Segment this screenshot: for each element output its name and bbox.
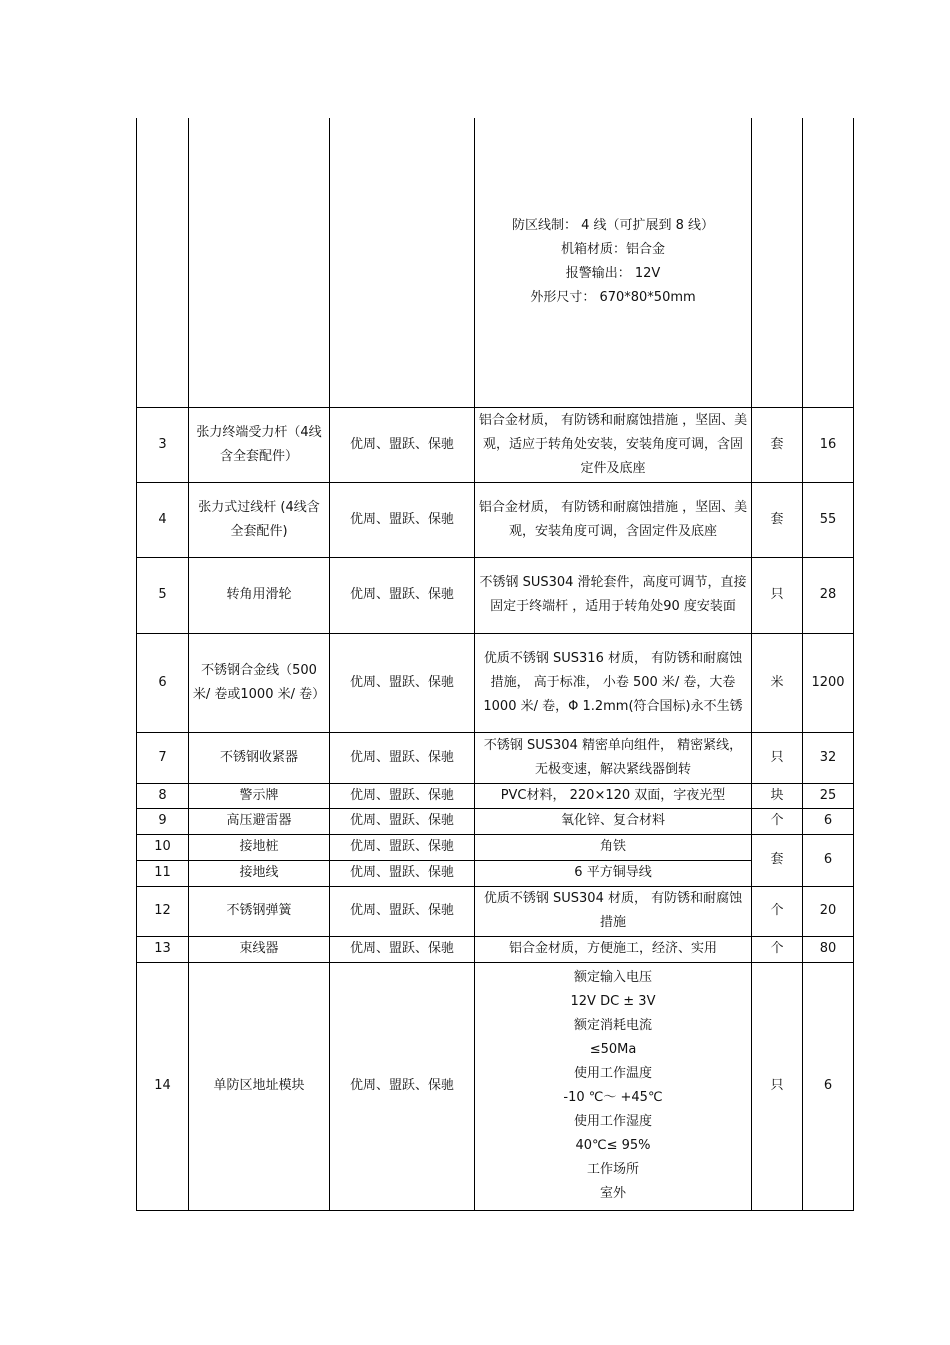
cell-unit — [752, 118, 803, 407]
spec-line: 报警输出： 12V — [565, 266, 661, 282]
cell-name: 不锈钢收紧器 — [189, 732, 330, 783]
cell-no: 14 — [137, 962, 189, 1210]
cell-name: 张力式过线杆 (4线含全套配件) — [189, 482, 330, 557]
cell-no — [137, 118, 189, 407]
table-row-continued — [137, 118, 854, 407]
cell-unit: 只 — [752, 557, 803, 633]
table-row — [137, 860, 854, 886]
cell-brand: 优周、盟跃、保驰 — [330, 407, 475, 482]
table-row — [137, 962, 854, 1210]
cell-spec: 不锈钢 SUS304 精密单向组件， 精密紧线，无极变速，解决紧线器倒转 — [475, 732, 752, 783]
spec-line: 外形尺寸： 670*80*50mm — [530, 290, 696, 306]
cell-brand: 优周、盟跃、保驰 — [330, 886, 475, 936]
cell-brand: 优周、盟跃、保驰 — [330, 834, 475, 860]
cell-unit: 米 — [752, 633, 803, 732]
cell-unit: 个 — [752, 808, 803, 834]
cell-qty: 20 — [803, 886, 854, 936]
cell-spec: 氧化锌、复合材料 — [475, 808, 752, 834]
cell-qty: 28 — [803, 557, 854, 633]
cell-no: 5 — [137, 557, 189, 633]
cell-spec: 优质不锈钢 SUS316 材质， 有防锈和耐腐蚀措施， 高于标准， 小卷 500 米/ 卷，大卷 1000 米/ 卷，Φ 1.2mm(符合国标)永不生锈 — [475, 633, 752, 732]
cell-brand: 优周、盟跃、保驰 — [330, 962, 475, 1210]
cell-qty: 6 — [803, 834, 854, 886]
cell-spec: 铝合金材质， 有防锈和耐腐蚀措施 ，坚固、美观，适应于转角处安装，安装角度可调，含固定件及底座 — [475, 407, 752, 482]
table-row — [137, 936, 854, 962]
cell-brand — [330, 118, 475, 407]
cell-spec: 铝合金材质，方便施工，经济、实用 — [475, 936, 752, 962]
cell-spec — [475, 118, 752, 407]
cell-qty: 55 — [803, 482, 854, 557]
spec-line: -10 ℃～ +45℃ — [563, 1090, 663, 1105]
cell-unit: 块 — [752, 783, 803, 808]
spec-line: ≤50Ma — [589, 1042, 637, 1057]
cell-brand: 优周、盟跃、保驰 — [330, 936, 475, 962]
cell-qty: 6 — [803, 962, 854, 1210]
spec-line: 额定输入电压 — [573, 970, 652, 985]
cell-spec: 优质不锈钢 SUS304 材质， 有防锈和耐腐蚀措施 — [475, 886, 752, 936]
spec-line: 机箱材质：铝合金 — [560, 242, 665, 258]
cell-qty: 6 — [803, 808, 854, 834]
cell-name: 不锈钢弹簧 — [189, 886, 330, 936]
cell-qty: 1200 — [803, 633, 854, 732]
cell-unit: 个 — [752, 936, 803, 962]
spec-line: 使用工作温度 — [573, 1066, 652, 1081]
cell-brand: 优周、盟跃、保驰 — [330, 808, 475, 834]
cell-name: 张力终端受力杆（4线含全套配件） — [189, 407, 330, 482]
cell-qty: 80 — [803, 936, 854, 962]
cell-no: 12 — [137, 886, 189, 936]
spec-line: 使用工作湿度 — [573, 1114, 652, 1129]
table-row — [137, 886, 854, 936]
cell-no: 8 — [137, 783, 189, 808]
cell-no: 3 — [137, 407, 189, 482]
cell-brand: 优周、盟跃、保驰 — [330, 783, 475, 808]
table-row — [137, 783, 854, 808]
cell-no: 11 — [137, 860, 189, 886]
cell-name: 束线器 — [189, 936, 330, 962]
cell-name: 接地线 — [189, 860, 330, 886]
cell-spec: 角铁 — [475, 834, 752, 860]
equipment-spec-table — [136, 118, 854, 1211]
cell-spec: PVC材料， 220×120 双面，字夜光型 — [475, 783, 752, 808]
cell-spec — [475, 962, 752, 1210]
cell-unit: 套 — [752, 407, 803, 482]
table-row — [137, 482, 854, 557]
cell-name: 不锈钢合金线（500 米/ 卷或1000 米/ 卷） — [189, 633, 330, 732]
cell-spec: 不锈钢 SUS304 滑轮套件，高度可调节，直接固定于终端杆 ，适用于转角处90 度安装面 — [475, 557, 752, 633]
table-row — [137, 557, 854, 633]
cell-no: 9 — [137, 808, 189, 834]
cell-unit: 只 — [752, 732, 803, 783]
table-row — [137, 732, 854, 783]
table-row — [137, 407, 854, 482]
spec-line: 12V DC ± 3V — [570, 994, 656, 1009]
cell-unit: 套 — [752, 834, 803, 886]
cell-name: 接地桩 — [189, 834, 330, 860]
cell-no: 13 — [137, 936, 189, 962]
cell-no: 4 — [137, 482, 189, 557]
cell-name — [189, 118, 330, 407]
cell-qty — [803, 118, 854, 407]
table-row — [137, 633, 854, 732]
cell-unit: 个 — [752, 886, 803, 936]
cell-no: 6 — [137, 633, 189, 732]
cell-brand: 优周、盟跃、保驰 — [330, 732, 475, 783]
cell-brand: 优周、盟跃、保驰 — [330, 557, 475, 633]
cell-qty: 25 — [803, 783, 854, 808]
spec-line: 工作场所 — [586, 1162, 639, 1177]
spec-line: 防区线制： 4 线（可扩展到 8 线） — [511, 218, 715, 234]
table-row — [137, 808, 854, 834]
spec-line: 室外 — [599, 1186, 626, 1201]
cell-unit: 套 — [752, 482, 803, 557]
spec-line: 40℃≤ 95% — [575, 1138, 651, 1153]
cell-brand: 优周、盟跃、保驰 — [330, 860, 475, 886]
spec-line: 额定消耗电流 — [573, 1018, 652, 1033]
cell-qty: 32 — [803, 732, 854, 783]
cell-spec: 铝合金材质， 有防锈和耐腐蚀措施 ，坚固、美观，安装角度可调，含固定件及底座 — [475, 482, 752, 557]
cell-name: 警示牌 — [189, 783, 330, 808]
cell-no: 10 — [137, 834, 189, 860]
cell-spec: 6 平方铜导线 — [475, 860, 752, 886]
cell-brand: 优周、盟跃、保驰 — [330, 482, 475, 557]
cell-qty: 16 — [803, 407, 854, 482]
cell-name: 单防区地址模块 — [189, 962, 330, 1210]
cell-name: 转角用滑轮 — [189, 557, 330, 633]
cell-no: 7 — [137, 732, 189, 783]
cell-name: 高压避雷器 — [189, 808, 330, 834]
cell-brand: 优周、盟跃、保驰 — [330, 633, 475, 732]
cell-unit: 只 — [752, 962, 803, 1210]
table-row — [137, 834, 854, 860]
